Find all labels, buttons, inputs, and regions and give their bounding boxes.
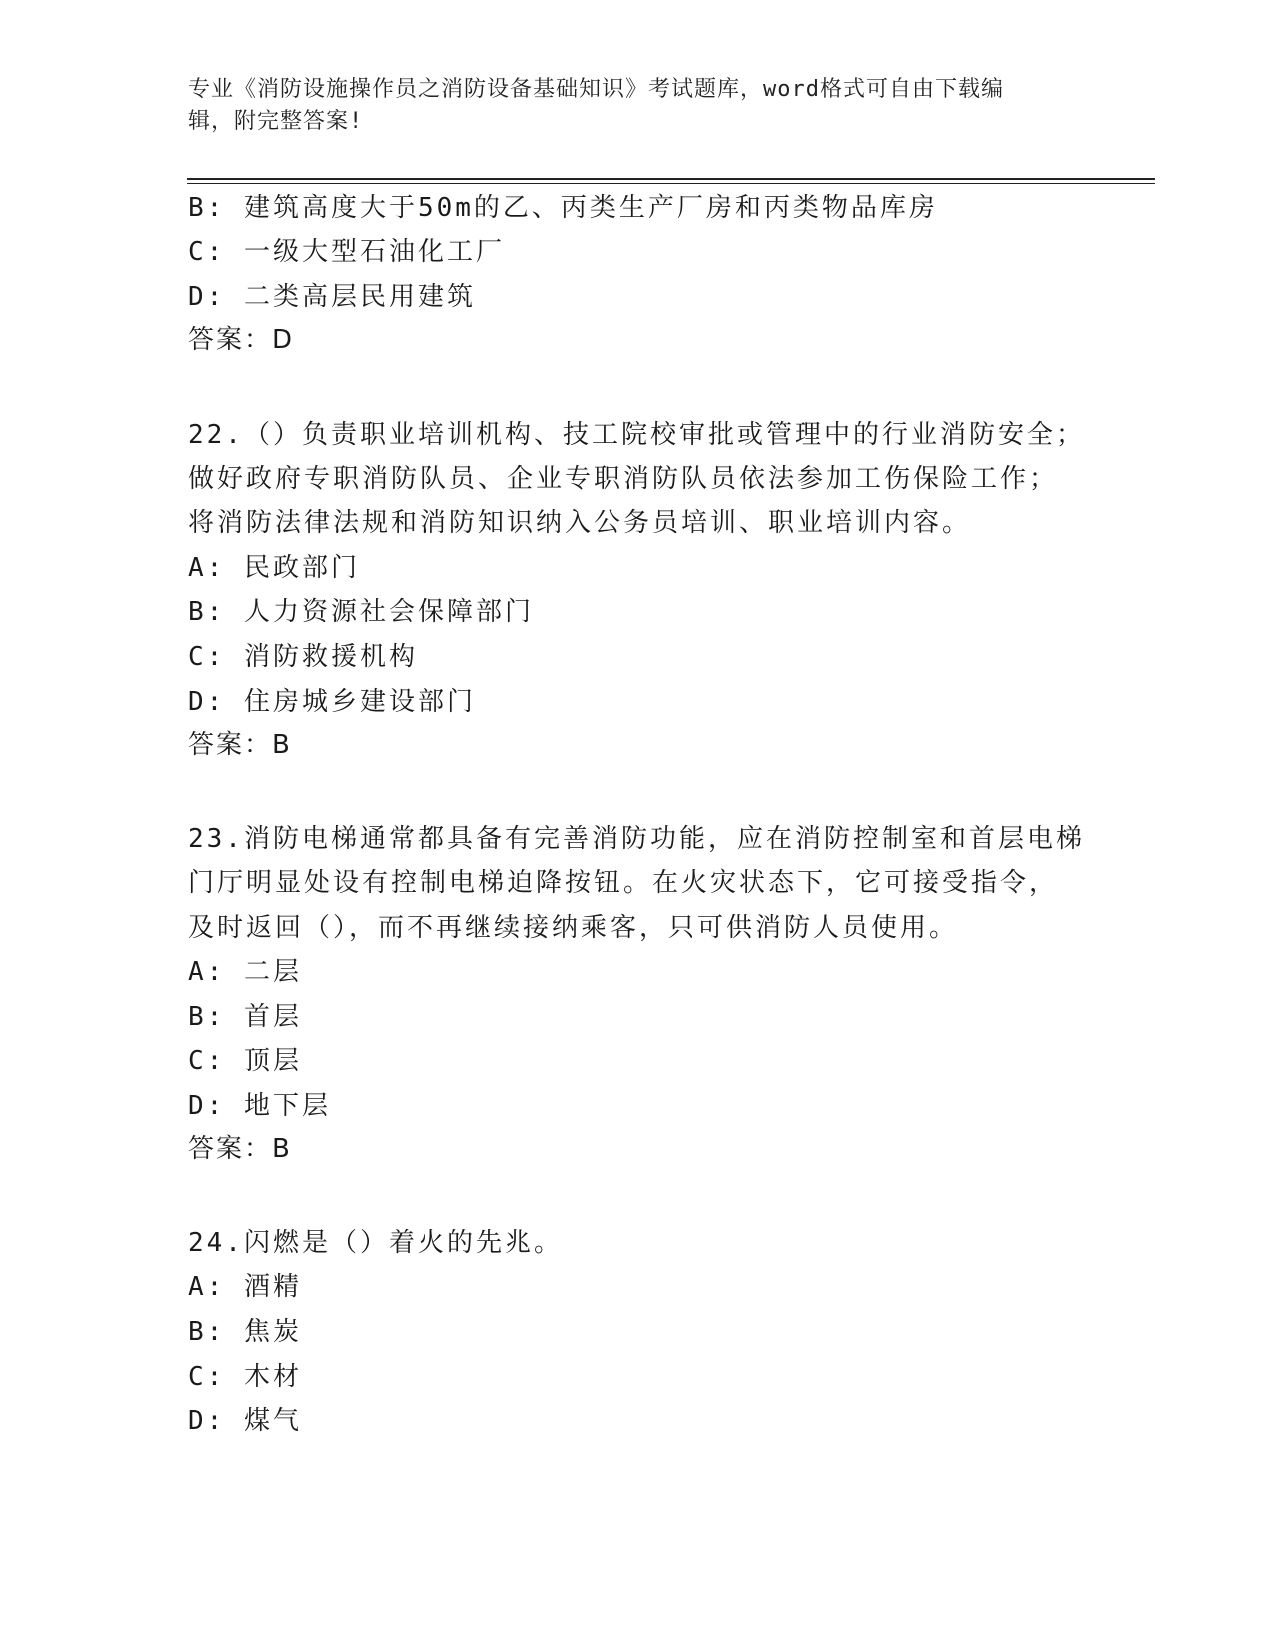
q22-option-b: B: 人力资源社会保障部门	[188, 597, 534, 627]
q22-answer: 答案：B	[188, 730, 292, 760]
q24-option-d: D: 煤气	[188, 1406, 302, 1436]
q24-option-b: B: 焦炭	[188, 1317, 302, 1347]
q21-option-d: D: 二类高层民用建筑	[188, 282, 476, 312]
q24-stem-line-1: 24.闪燃是（）着火的先兆。	[188, 1228, 563, 1258]
q23-option-c: C: 顶层	[188, 1046, 302, 1076]
q23-stem-line-2: 门厅明显处设有控制电梯迫降按钮。在火灾状态下，它可接受指令，	[188, 868, 1059, 898]
header-line-2: 辑，附完整答案!	[188, 109, 364, 134]
q23-option-b: B: 首层	[188, 1002, 302, 1032]
q22-option-d: D: 住房城乡建设部门	[188, 687, 476, 717]
q23-answer: 答案：B	[188, 1134, 292, 1164]
q21-option-b: B: 建筑高度大于50m的乙、丙类生产厂房和丙类物品库房	[188, 193, 938, 223]
q24-option-c: C: 木材	[188, 1362, 302, 1392]
header-rule-thick	[187, 178, 1155, 180]
q21-answer: 答案：D	[188, 325, 295, 355]
q22-stem-line-1: 22.（）负责职业培训机构、技工院校审批或管理中的行业消防安全；	[188, 420, 1085, 450]
q23-option-d: D: 地下层	[188, 1091, 331, 1121]
page-header	[188, 74, 1088, 138]
q22-option-c: C: 消防救援机构	[188, 642, 418, 672]
q22-option-a: A: 民政部门	[188, 553, 360, 583]
q23-stem-line-1: 23.消防电梯通常都具备有完善消防功能，应在消防控制室和首层电梯	[188, 824, 1085, 854]
q23-option-a: A: 二层	[188, 957, 302, 987]
q22-stem-line-3: 将消防法律法规和消防知识纳入公务员培训、职业培训内容。	[188, 508, 972, 538]
q24-option-a: A: 酒精	[188, 1272, 302, 1302]
q23-stem-line-3: 及时返回（），而不再继续接纳乘客，只可供消防人员使用。	[188, 913, 959, 943]
header-rule-thin	[187, 183, 1155, 184]
header-line-1: 专业《消防设施操作员之消防设备基础知识》考试题库，word格式可自由下载编	[188, 77, 1004, 102]
q22-stem-line-2: 做好政府专职消防队员、企业专职消防队员依法参加工伤保险工作；	[188, 464, 1059, 494]
q21-option-c: C: 一级大型石油化工厂	[188, 237, 505, 267]
